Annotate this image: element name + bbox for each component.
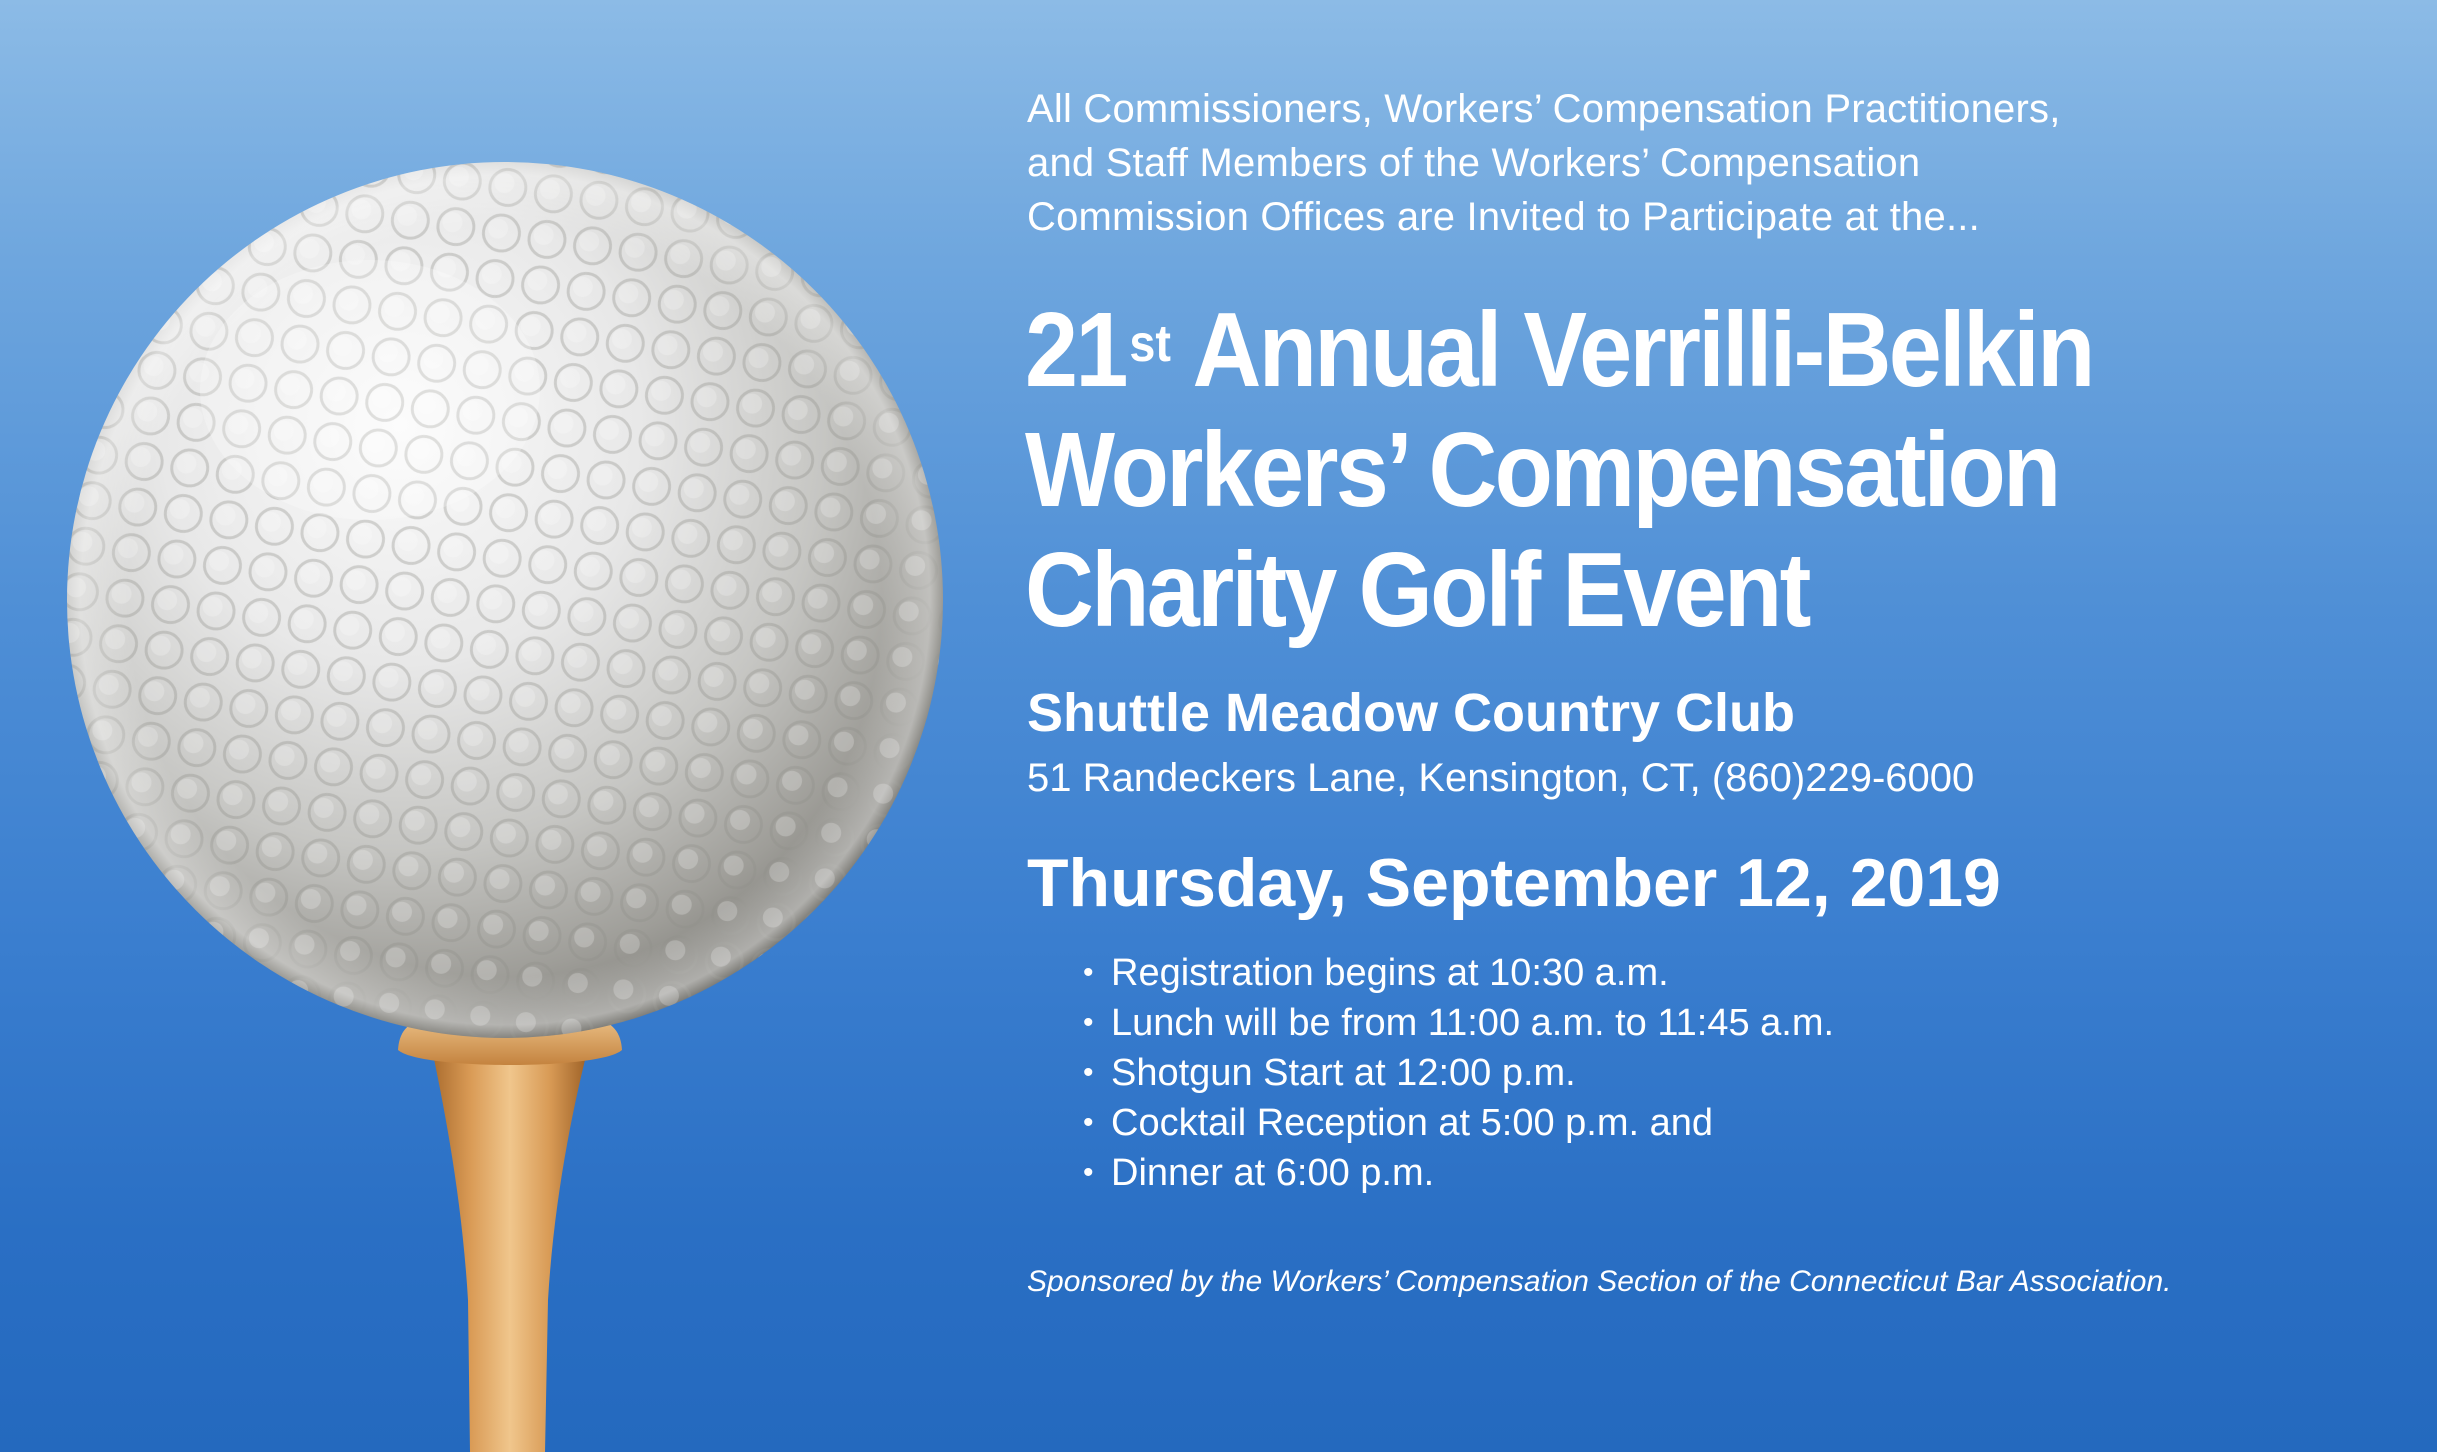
event-title-line-1 <box>1025 290 2276 410</box>
intro-line-3: Commission Offices are Invited to Participate at the... <box>1027 195 1980 239</box>
bullet-icon: • <box>1083 1156 1094 1189</box>
event-title-line-2: Workers’ Compensation <box>1025 411 2059 529</box>
schedule-list <box>1083 948 1834 1198</box>
bullet-icon: • <box>1083 1106 1094 1139</box>
bullet-icon: • <box>1083 1006 1094 1039</box>
bullet-icon: • <box>1083 956 1094 989</box>
golf-ball-on-tee-illustration <box>0 0 1000 1452</box>
schedule-item <box>1083 1098 1834 1148</box>
golf-tee-icon <box>430 1040 590 1452</box>
intro-line-2: and Staff Members of the Workers’ Compensation <box>1027 141 1921 185</box>
event-title-line-3: Charity Golf Event <box>1025 531 1809 649</box>
schedule-item-text: Shotgun Start at 12:00 p.m. <box>1111 1052 1576 1094</box>
schedule-item-text: Dinner at 6:00 p.m. <box>1111 1152 1435 1194</box>
schedule-item-text: Cocktail Reception at 5:00 p.m. and <box>1111 1102 1714 1144</box>
invitation-intro <box>1027 82 2327 244</box>
schedule-item <box>1083 998 1834 1048</box>
event-edition-number: 21 <box>1025 291 1126 409</box>
golf-ball-icon <box>60 150 960 1050</box>
schedule-item <box>1083 948 1834 998</box>
schedule-item-text: Registration begins at 10:30 a.m. <box>1111 952 1669 994</box>
event-title <box>1025 290 2276 650</box>
venue-address: 51 Randeckers Lane, Kensington, CT, (860)229-6000 <box>1027 756 1975 800</box>
schedule-item-text: Lunch will be from 11:00 a.m. to 11:45 a.m. <box>1111 1002 1835 1044</box>
venue-name: Shuttle Meadow Country Club <box>1027 683 1795 743</box>
schedule-item <box>1083 1148 1834 1198</box>
event-title-line-1-rest: Annual Verrilli-Belkin <box>1192 291 2093 409</box>
schedule-item <box>1083 1048 1834 1098</box>
sponsor-note: Sponsored by the Workers’ Compensation Section of the Connecticut Bar Association. <box>1027 1265 2172 1298</box>
bullet-icon: • <box>1083 1056 1094 1089</box>
intro-line-1: All Commissioners, Workers’ Compensation Practitioners, <box>1027 87 2061 131</box>
event-date: Thursday, September 12, 2019 <box>1027 845 2001 921</box>
event-edition-suffix: st <box>1129 315 1171 373</box>
